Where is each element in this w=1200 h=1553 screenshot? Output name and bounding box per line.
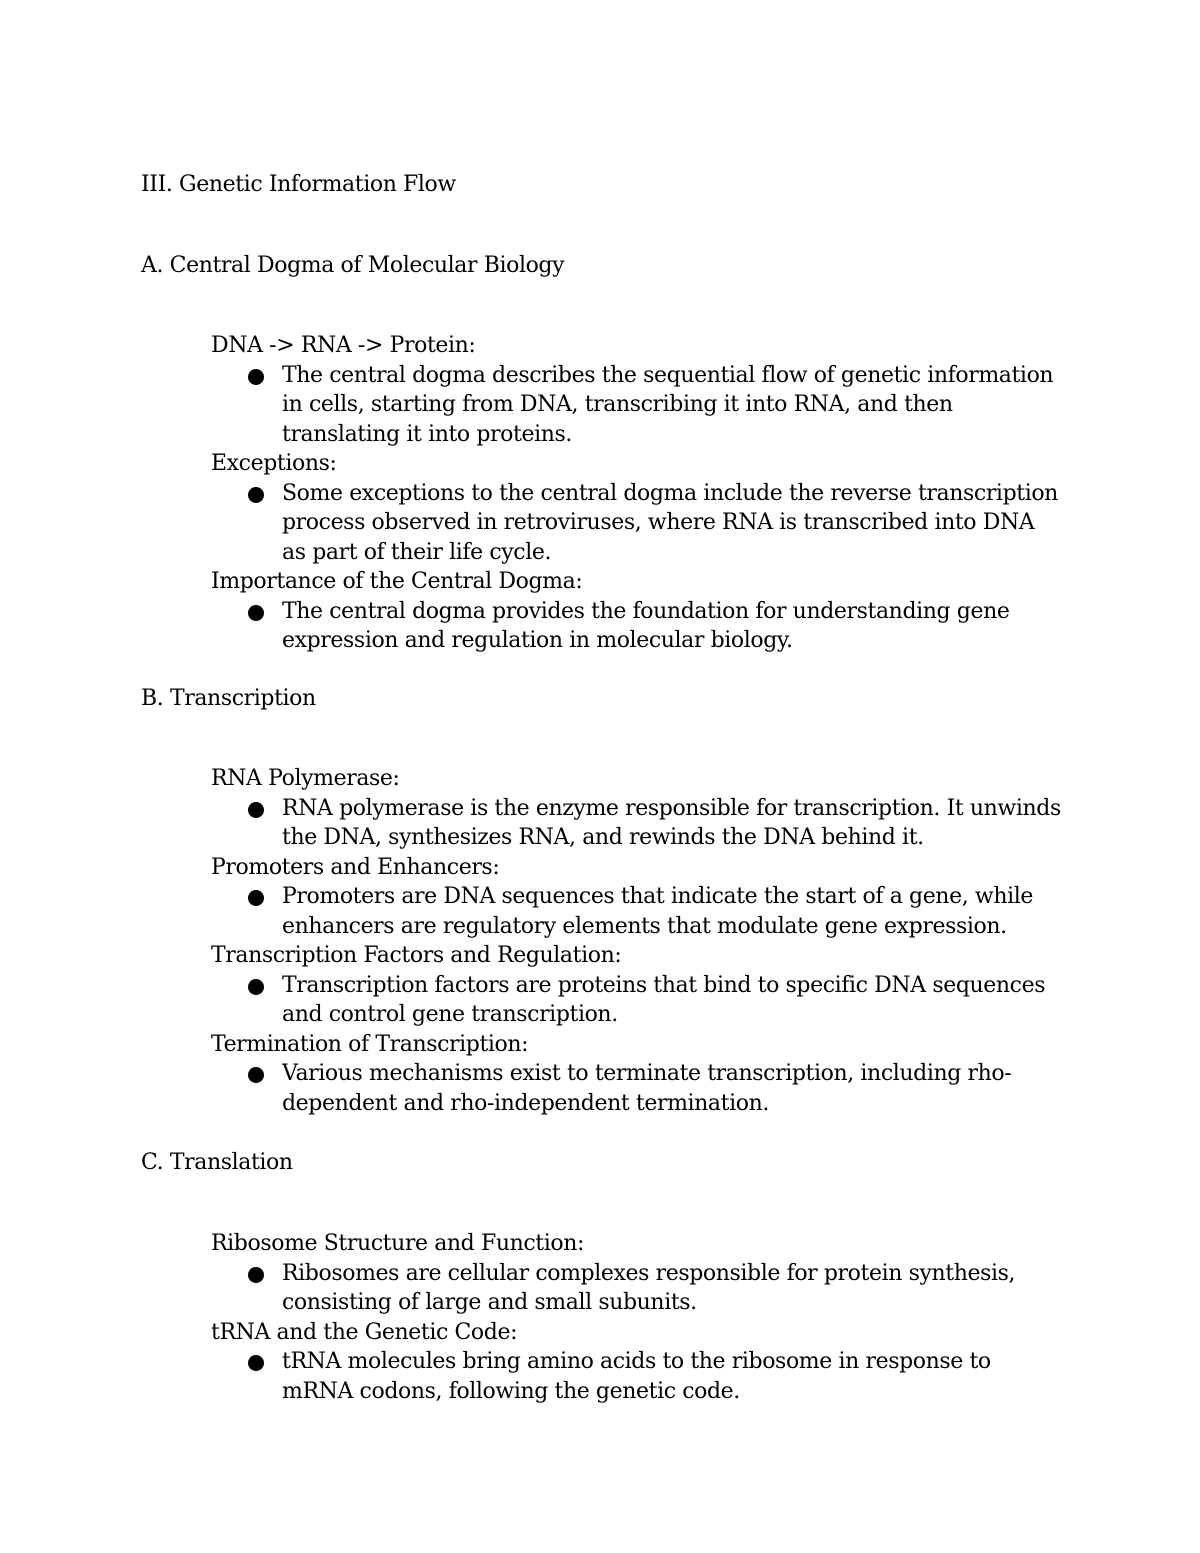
topic-label: Importance of the Central Dogma: xyxy=(211,569,583,594)
bullet-item xyxy=(282,1059,1062,1118)
bullet-dot-icon xyxy=(248,605,264,621)
bullet-dot-icon xyxy=(248,890,264,906)
bullet-text: Various mechanisms exist to terminate transcription, including rho-dependent and rho-independent termination. xyxy=(282,1061,1012,1116)
topic-label: Exceptions: xyxy=(211,451,337,476)
bullet-item xyxy=(282,361,1062,450)
topic-label: tRNA and the Genetic Code: xyxy=(211,1319,518,1345)
topic-label: Ribosome Structure and Function: xyxy=(211,1231,584,1256)
bullet-text: The central dogma provides the foundation for understanding gene expression and regulation in molecular biology. xyxy=(282,598,1010,653)
topic-label: RNA Polymerase: xyxy=(211,766,400,791)
bullet-item xyxy=(282,971,1062,1030)
section-heading-a: A. Central Dogma of Molecular Biology xyxy=(141,253,565,278)
bullet-item xyxy=(282,597,1062,656)
bullet-item xyxy=(282,794,1062,853)
section-c-body xyxy=(141,1229,1101,1406)
topic-label: Promoters and Enhancers: xyxy=(211,854,500,880)
bullet-text: Promoters are DNA sequences that indicate the start of a gene, while enhancers are regulatory elements that modulate gene expression. xyxy=(282,884,1033,939)
bullet-dot-icon xyxy=(248,979,264,995)
document-title: III. Genetic Information Flow xyxy=(141,172,456,197)
bullet-dot-icon xyxy=(248,1267,264,1283)
bullet-dot-icon xyxy=(248,1355,264,1371)
topic-label: DNA -> RNA -> Protein: xyxy=(211,333,476,358)
bullet-item xyxy=(282,479,1062,568)
bullet-item xyxy=(282,1259,1062,1318)
bullet-text: The central dogma describes the sequential flow of genetic information in cells, starting from DNA, transcribing it into RNA, and then translating it into proteins. xyxy=(282,362,1054,447)
bullet-text: tRNA molecules bring amino acids to the ribosome in response to mRNA codons, following the genetic code. xyxy=(282,1349,991,1404)
section-b-body xyxy=(141,764,1101,1118)
bullet-item xyxy=(282,882,1062,941)
bullet-dot-icon xyxy=(248,802,264,818)
bullet-dot-icon xyxy=(248,1067,264,1083)
bullet-text: Some exceptions to the central dogma include the reverse transcription process observed in retroviruses, where RNA is transcribed into DNA as part of their life cycle. xyxy=(282,480,1058,565)
section-heading-b: B. Transcription xyxy=(141,686,316,711)
bullet-text: Transcription factors are proteins that bind to specific DNA sequences and control gene transcription. xyxy=(282,972,1046,1027)
bullet-text: RNA polymerase is the enzyme responsible for transcription. It unwinds the DNA, synthesizes RNA, and rewinds the DNA behind it. xyxy=(282,795,1061,850)
bullet-dot-icon xyxy=(248,487,264,503)
bullet-item xyxy=(282,1347,1062,1406)
topic-label: Termination of Transcription: xyxy=(211,1031,529,1057)
bullet-text: Ribosomes are cellular complexes responsible for protein synthesis, consisting of large and small subunits. xyxy=(282,1260,1016,1315)
section-heading-c: C. Translation xyxy=(141,1150,293,1175)
bullet-dot-icon xyxy=(248,369,264,385)
section-a-body xyxy=(141,331,1101,656)
topic-label: Transcription Factors and Regulation: xyxy=(211,943,622,968)
